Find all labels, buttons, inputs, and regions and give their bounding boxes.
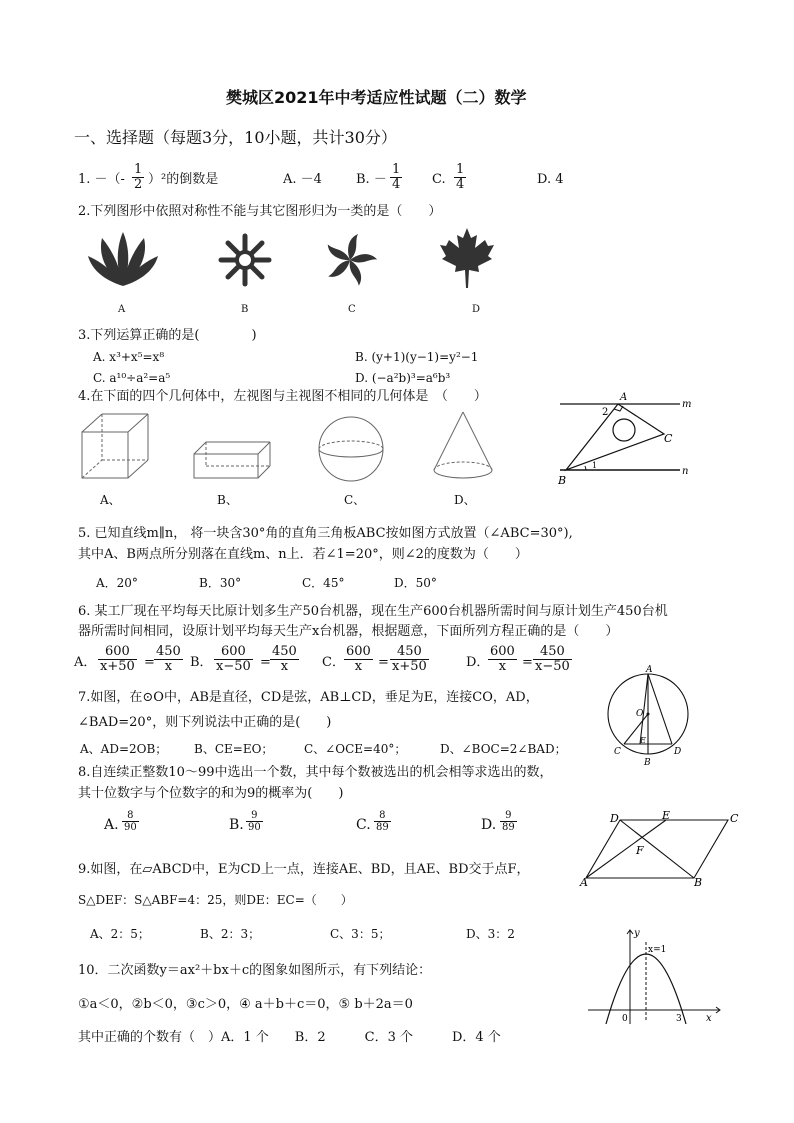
q6-b-left [214,645,253,674]
section-heading: 一、选择题（每题3分，10小题，共计30分） [74,128,397,147]
q6-c-rden: x+50 [392,659,427,674]
q10-label-x: x [706,1013,712,1024]
snowflake-icon [218,234,272,286]
q8-b-num: 9 [246,810,263,822]
q9-option-b: B、2：3； [200,927,261,941]
q5-option-c: C．45° [302,576,345,590]
q6-b-rnum: 450 [272,644,297,659]
q5-label-n: n [682,466,689,477]
q5-line1: 5. 已知直线m∥n， 将一块含30°角的直角三角板ABC按如图方式放置（∠ABC=30°), [78,526,573,541]
q5-label-m: m [682,399,692,410]
q6-c-lden: x [354,659,363,674]
q9-label-e: E [662,809,671,822]
q6-a-rden: x [164,659,173,674]
q6-b-lnum: 600 [214,645,253,660]
q8-line1: 8.自连续正整数10～99中选出一个数，其中每个数被选出的机会相等求选出的数， [78,765,553,780]
q1-b-num: 1 [392,162,401,177]
q1-c-den: 4 [456,177,465,192]
q1-option-b-frac [390,163,402,192]
q3-option-a: A. x³+x⁵=x⁸ [93,350,165,364]
q6-line2: 器所需时间相同，设原计划平均每天生产x台机器，根据题意，下面所列方程正确的是（ ） [78,624,619,639]
q7-option-c: C、∠OCE=40°； [304,742,407,756]
q10-line2: ①a＜0，②b＜0，③c＞0，④ a＋b＋c＝0，⑤ b＋2a＝0 [78,997,413,1012]
q5-label-c: C [664,432,673,445]
q6-d-left [488,645,517,674]
q8-line2: 其十位数字与个位数字的和为9的概率为( ) [78,786,344,801]
cuboid-icon [192,440,272,482]
q6-b-lden: x−50 [216,659,251,674]
q8-option-b-label: B. [229,817,244,833]
q6-c-right [390,645,429,674]
q5-angle-1: 1 [592,461,598,470]
q6-a-lnum: 600 [98,645,137,660]
q6-c-rnum: 450 [390,645,429,660]
q9-parallelogram-figure [578,806,748,892]
q1-option-a: A. －4 [283,172,322,187]
q4-label-d: D、 [454,493,476,507]
q6-b-eq: = [260,655,271,670]
q10-label-3: 3 [676,1014,682,1024]
q10-line1: 10．二次函数y＝ax²＋bx＋c的图象如图所示，有下列结论： [78,963,432,978]
q7-label-o: O [636,709,644,719]
q7-line1: 7.如图，在⊙O中，AB是直径，CD是弦，AB⊥CD，垂足为E，连接CO，AD， [78,690,539,705]
q1-option-c-label: C. [432,172,446,187]
q9-option-c: C、3：5； [330,927,391,941]
q7-label-b: B [644,758,651,768]
q6-d-eq: = [522,655,533,670]
q1-b-den: 4 [392,177,401,192]
lotus-logo-icon [88,232,158,288]
q5-label-b: B [558,474,567,487]
q7-line2: ∠BAD=20°，则下列说法中正确的是( ) [78,715,332,730]
q9-option-d: D、3：2 [466,927,515,941]
q1-fraction [132,163,144,192]
cube-icon [80,412,150,482]
sphere-icon [316,414,386,484]
page-title: 樊城区2021年中考适应性试题（二）数学 [226,88,527,107]
q7-label-c: C [614,747,621,757]
q8-a-frac [122,810,139,833]
q2-stem: 2.下列图形中依照对称性不能与其它图形归为一类的是（ ） [78,204,442,219]
q6-option-d-label: D． [466,655,490,670]
q6-c-eq: = [378,655,389,670]
q3-stem: 3.下列运算正确的是( ) [78,328,257,343]
q2-label-b: B [241,304,249,315]
q8-option-a-label: A. [104,817,119,833]
q6-c-left [344,645,373,674]
q6-d-rden: x−50 [535,659,570,674]
q4-label-a: A、 [100,493,121,507]
q9-label-b: B [694,876,703,889]
q2-label-a: A [118,304,126,315]
q6-a-eq: = [144,655,155,670]
q6-d-lnum: 600 [490,644,515,659]
q8-a-num: 8 [122,810,139,822]
q8-d-frac [500,810,517,833]
q5-label-a: A [620,392,628,403]
q6-a-rnum: 450 [156,644,181,659]
q7-label-d: D [674,747,682,757]
q7-option-d: D、∠BOC=2∠BAD； [440,742,567,756]
q6-d-rnum: 450 [533,645,572,660]
q4-label-b: B、 [217,493,238,507]
q7-label-a: A [646,665,653,675]
q4-stem: 4.在下面的四个几何体中，左视图与主视图不相同的几何体是 （ ） [78,389,487,404]
q1-frac-num: 1 [134,162,143,177]
q9-label-f: F [636,844,644,857]
q3-option-c: C. a¹⁰÷a²=a⁵ [93,371,171,385]
q9-label-d: D [610,812,619,825]
q1-prefix: 1. －（- [78,172,125,187]
q9-line1: 9.如图，在▱ABCD中，E为CD上一点，连接AE、BD，且AE、BD交于点F， [78,862,530,877]
q6-b-right [270,645,299,674]
q6-option-b-label: B． [190,655,213,670]
q6-line1: 6. 某工厂现在平均每天比原计划多生产50台机器，现在生产600台机器所需时间与原计划生产450台机 [78,604,668,619]
q5-option-b: B．30° [199,576,242,590]
q9-line2: S△DEF：S△ABF=4：25，则DE：EC=（ ） [78,893,353,907]
q1-frac-den: 2 [134,177,143,192]
q3-option-b: B. (y+1)(y−1)=y²−1 [355,350,479,364]
q1-c-num: 1 [456,162,465,177]
q3-option-d: D. (−a²b)³=a⁶b³ [355,371,451,385]
q8-option-d-label: D. [481,817,497,833]
q5-line2: 其中A、B两点所分别落在直线m、n上．若∠1=20°，则∠2的度数为（ ） [78,547,528,562]
q10-label-y: y [634,928,640,939]
q8-b-frac [246,810,263,833]
q8-c-num: 8 [374,810,391,822]
q6-b-rden: x [280,659,289,674]
q7-label-e: E [640,736,646,745]
q6-d-lden: x [498,659,507,674]
q8-option-c-label: C. [356,817,371,833]
q1-option-c-frac [454,163,466,192]
q8-d-num: 9 [500,810,517,822]
q2-label-c: C [348,304,356,315]
q4-label-c: C、 [344,493,366,507]
q6-option-c-label: C． [322,655,345,670]
q6-d-right [533,645,572,674]
q1-option-d: D. 4 [537,172,564,187]
cone-icon [432,410,494,482]
q6-a-left [98,645,137,674]
q10-label-origin: 0 [622,1014,628,1024]
q7-option-b: B、CE=EO； [194,742,274,756]
bauhinia-icon [322,232,378,288]
q8-a-den: 90 [124,822,137,833]
q1-option-b-label: B. － [356,172,387,187]
q9-label-a: A [580,876,588,889]
q5-option-a: A．20° [96,576,138,590]
q8-c-frac [374,810,391,833]
q2-label-d: D [472,304,481,315]
q7-option-a: A、AD=2OB； [80,742,168,756]
q8-c-den: 89 [376,822,389,833]
q6-a-lden: x+50 [100,659,135,674]
q5-option-d: D．50° [394,576,437,590]
q6-c-lnum: 600 [346,644,371,659]
q6-option-a-label: A． [74,655,97,670]
maple-leaf-icon [440,228,494,288]
q10-line3: 其中正确的个数有（ ）A．1 个 B．2 C．3 个 D．4 个 [78,1030,501,1045]
q8-b-den: 90 [248,822,261,833]
q7-circle-figure [600,664,700,768]
q9-label-c: C [730,812,739,825]
q5-figure [552,390,702,490]
q10-parabola-figure [584,924,724,1028]
q1-suffix: ）²的倒数是 [148,172,219,187]
q9-option-a: A、2：5； [90,927,150,941]
q6-a-right [154,645,183,674]
q8-d-den: 89 [502,822,515,833]
q5-angle-2: 2 [602,407,609,418]
q10-label-x1: x=1 [648,945,667,955]
